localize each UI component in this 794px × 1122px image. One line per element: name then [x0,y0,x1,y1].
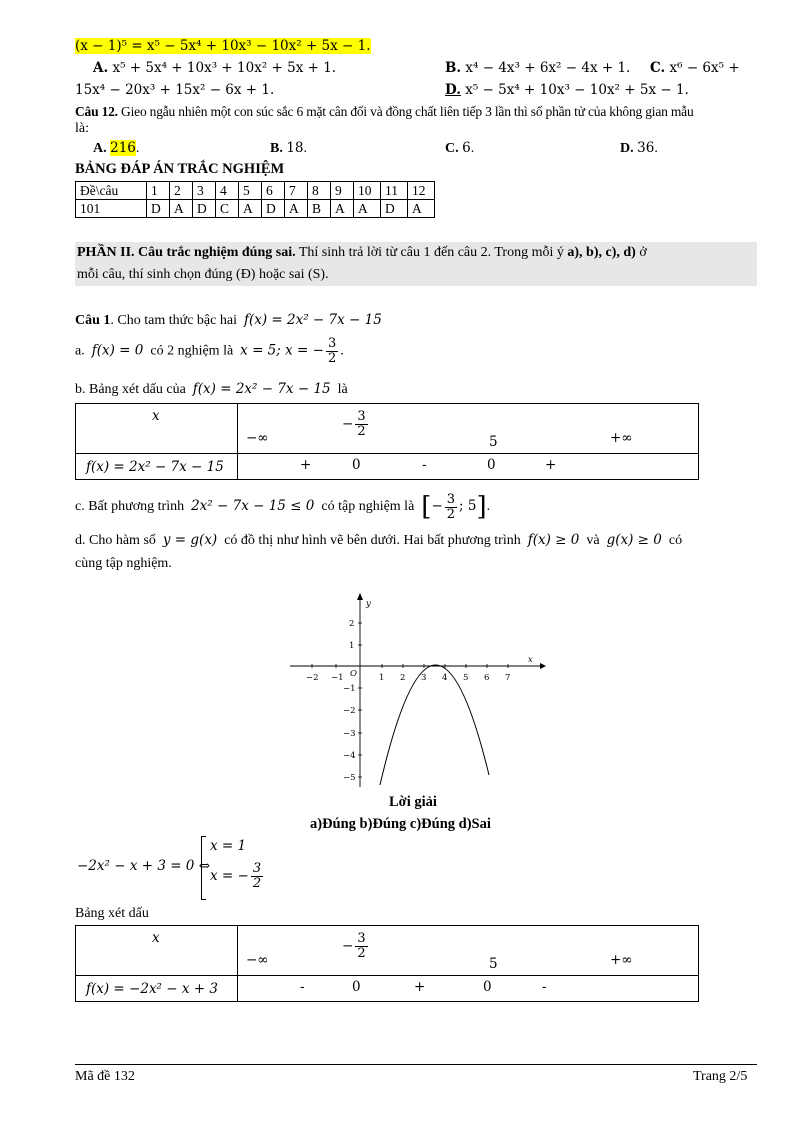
y-tick-label: −5 [343,773,356,783]
q11-option-d: D. x⁵ − 5x⁴ + 10x³ − 10x² + 5x − 1. [445,82,689,98]
q12-option-b: B. 18. [270,140,308,156]
answer-header-cell: 8 [308,182,331,200]
x-tick-label: 5 [463,673,469,683]
sign-cell: - [542,979,547,995]
q11-option-b: B. x⁴ − 4x³ + 6x² − 4x + 1. [445,60,631,76]
sign-table-2 [75,925,699,1002]
answer-table-header [76,182,435,200]
x-tick-label: 1 [379,673,385,683]
parabola-graph [290,592,550,792]
q11-highlighted-answer: (x − 1)⁵ = x⁵ − 5x⁴ + 10x³ − 10x² + 5x − 1. [75,38,371,54]
sign-table-1-root2: 5 [489,434,498,450]
q12-text: Câu 12. Gieo ngẫu nhiên một con súc sắc 6 mặt cân đối và đồng chất liên tiếp 3 lần thì số phần tử của không gian mẫu [75,104,694,119]
q11-option-c: C. x⁶ − 6x⁵ + [650,60,740,76]
solution-title: Lời giải [389,794,437,810]
sign-table-1-pos-inf: +∞ [610,430,633,446]
sign-cell: 0 [483,979,492,995]
sign-table-1-x-label: x [152,408,160,424]
sign-cell: + [545,457,557,473]
answer-table-title: BẢNG ĐÁP ÁN TRẮC NGHIỆM [75,161,285,177]
cau1-item-c: c. Bất phương trình 2x² − 7x − 15 ≤ 0 có tập nghiệm là [− $\frac{3}{2}$ ; 5]. [75,491,491,522]
sign-cell: + [300,457,312,473]
answer-cell: A [285,200,308,218]
x-tick-label: 6 [484,673,490,683]
sign-table-1-neg-inf: −∞ [246,430,269,446]
answer-cell: A [354,200,381,218]
sign-table-2-values-row [238,926,699,976]
answer-header-cell: 5 [239,182,262,200]
sign-table-1-root1: − $\frac{3}{2}$ [342,409,366,439]
sign-table-2-x-cell [76,926,238,976]
answer-cell: D [147,200,170,218]
sign-table-1-signs-row [238,454,699,480]
x-tick-label: 2 [400,673,406,683]
sign-table-2-x-label: x [152,930,160,946]
answer-cell: D [193,200,216,218]
sign-table-1-f-label: f(x) = 2x² − 7x − 15 [76,454,238,480]
x-tick-label: 4 [442,673,448,683]
answer-cell: 101 [76,200,147,218]
cau1-item-d: d. Cho hàm số y = g(x) có đồ thị như hình vẽ bên dưới. Hai bất phương trình f(x) ≥ 0 và g(x) ≥ 0 có [75,532,683,548]
sign-cell: + [414,979,426,995]
sign-cell: 0 [487,457,496,473]
sign-table-2-signs-row [238,976,699,1002]
q12-option-a: A. 216. [93,140,140,156]
x-tick-label: −1 [331,673,344,683]
q11-option-c-continued: 15x⁴ − 20x³ + 15x² − 6x + 1. [75,82,275,98]
answer-cell: A [408,200,435,218]
answer-cell: C [216,200,239,218]
sign-cell: - [422,457,427,473]
answer-table [75,181,435,218]
sign-table-2-f-label: f(x) = −2x² − x + 3 [76,976,238,1002]
answer-header-cell: 2 [170,182,193,200]
cau1-item-b: b. Bảng xét dấu của f(x) = 2x² − 7x − 15 là [75,381,348,397]
answer-header-cell: Đề\câu [76,182,147,200]
footer-exam-code: Mã đề 132 [75,1069,135,1084]
answer-header-cell: 6 [262,182,285,200]
y-tick-label: −4 [343,751,356,761]
sign-table-2-pos-inf: +∞ [610,952,633,968]
sign-cell: - [300,979,305,995]
answer-cell: A [331,200,354,218]
answer-header-cell: 12 [408,182,435,200]
sign-table-1 [75,403,699,480]
answer-cell: D [262,200,285,218]
solution-case-2: x = − $\frac{3}{2}$ [210,861,262,891]
y-axis-arrow [357,593,363,600]
origin-label: O [350,669,357,679]
x-tick-label: 3 [421,673,427,683]
solution-case-1: x = 1 [210,838,247,854]
y-tick-label: 2 [349,619,355,629]
answer-table-row [76,200,435,218]
x-axis-label: x [528,655,533,665]
part2-instructions: PHẦN II. Câu trắc nghiệm đúng sai. Thí sinh trả lời từ câu 1 đến câu 2. Trong mỗi ý a), b), c), d) ở mỗi câu, thí sinh chọn đúng (Đ) hoặc sai (S). [75,242,757,286]
q12-text-cont: là: [75,121,89,136]
footer-page-number: Trang 2/5 [693,1069,748,1084]
answer-header-cell: 9 [331,182,354,200]
solution-answers: a)Đúng b)Đúng c)Đúng d)Sai [310,816,491,832]
x-tick-label: −2 [306,673,319,683]
y-tick-label: 1 [349,641,355,651]
q11-option-a: A. x⁵ + 5x⁴ + 10x³ + 10x² + 5x + 1. [93,60,337,76]
sign-table-2-root1: − $\frac{3}{2}$ [342,931,366,961]
x-axis-arrow [540,663,546,669]
sign-table-2-root2: 5 [489,956,498,972]
case-bracket [201,836,206,900]
answer-header-cell: 1 [147,182,170,200]
answer-header-cell: 3 [193,182,216,200]
cau1-intro: Câu 1. Cho tam thức bậc hai f(x) = 2x² − 7x − 15 [75,312,382,328]
cau1-item-d-cont: cùng tập nghiệm. [75,556,172,571]
sign-table-2-neg-inf: −∞ [246,952,269,968]
y-tick-label: −2 [343,706,356,716]
y-axis-label: y [366,599,371,609]
q12-option-d: D. 36. [620,140,658,156]
parabola-curve [380,665,489,785]
y-tick-label: −1 [343,684,356,694]
sign-cell: 0 [352,457,361,473]
cau1-item-a: a. f(x) = 0 có 2 nghiệm là x = 5; x = − $\frac{3}{2}$ . [75,336,344,366]
q12-option-c: C. 6. [445,140,475,156]
answer-header-cell: 7 [285,182,308,200]
answer-header-cell: 10 [354,182,381,200]
sign-cell: 0 [352,979,361,995]
y-tick-label: −3 [343,729,356,739]
answer-cell: A [170,200,193,218]
answer-cell: B [308,200,331,218]
answer-cell: A [239,200,262,218]
answer-header-cell: 4 [216,182,239,200]
sign-table-1-values-row [238,404,699,454]
sign-table-2-title: Bảng xét dấu [75,906,149,921]
sign-table-1-x-cell [76,404,238,454]
x-tick-label: 7 [505,673,511,683]
answer-header-cell: 11 [381,182,408,200]
answer-cell: D [381,200,408,218]
footer-divider [75,1064,757,1065]
solution-equation: −2x² − x + 3 = 0 ⇔ [77,858,211,874]
